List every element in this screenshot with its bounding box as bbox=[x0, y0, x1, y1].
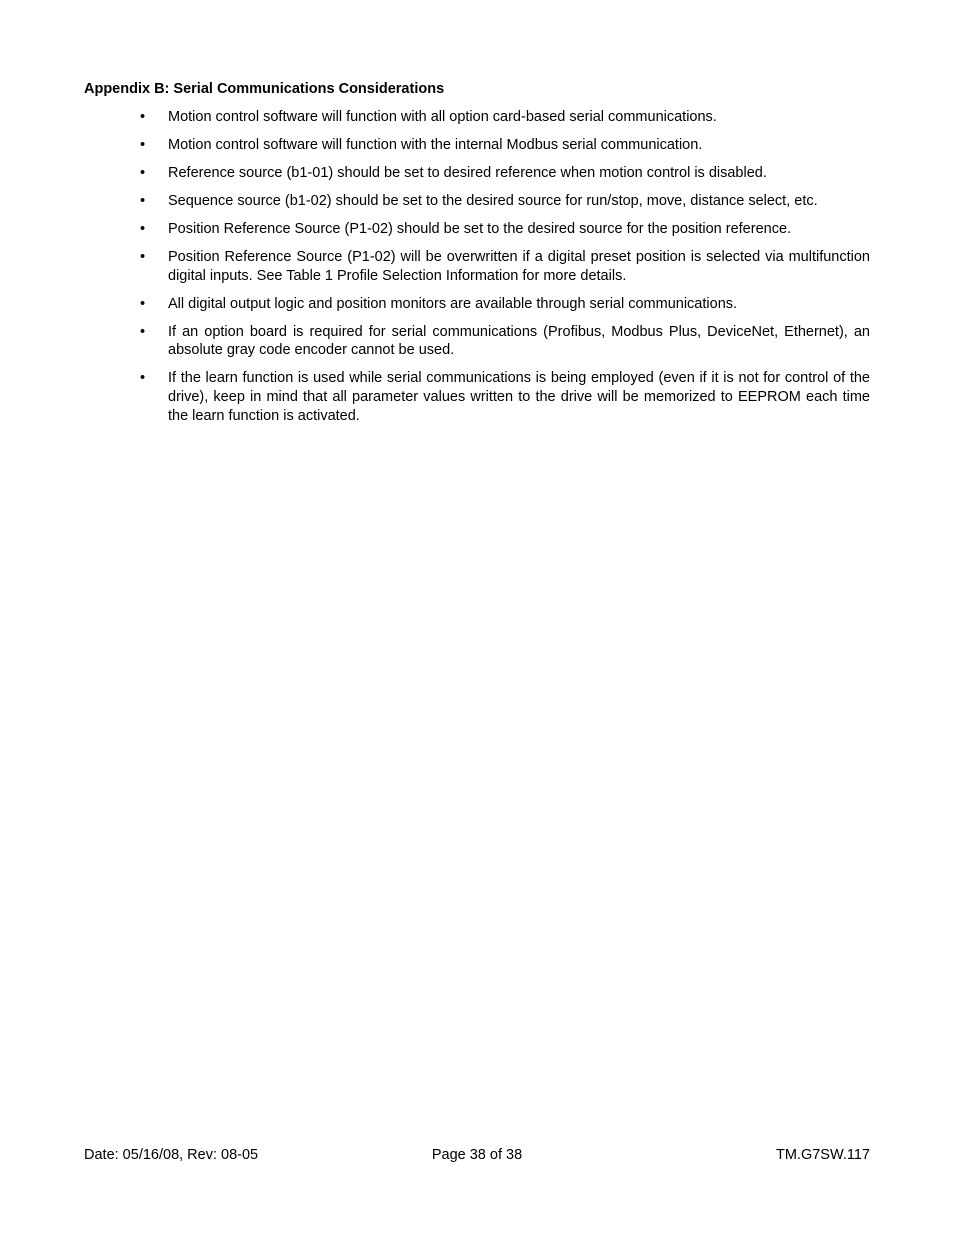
bullet-icon: • bbox=[140, 323, 146, 340]
list-item bbox=[140, 323, 870, 360]
list-item bbox=[140, 248, 870, 285]
list-item-text: Reference source (b1-01) should be set to desired reference when motion control is disabled. bbox=[168, 165, 767, 181]
list-item-text: Position Reference Source (P1-02) should be set to the desired source for the position reference. bbox=[168, 221, 792, 237]
bullet-icon: • bbox=[140, 221, 146, 237]
footer-page-number: Page 38 of 38 bbox=[431, 1147, 523, 1163]
list-item-text: All digital output logic and position monitors are available through serial communications. bbox=[168, 295, 738, 312]
bullet-icon: • bbox=[140, 137, 146, 153]
list-item-text: Motion control software will function with all option card-based serial communications. bbox=[168, 109, 717, 125]
bullet-icon: • bbox=[140, 249, 146, 265]
bullet-icon: • bbox=[140, 370, 146, 387]
page-footer bbox=[84, 1146, 870, 1166]
bullet-icon: • bbox=[140, 193, 146, 209]
list-item bbox=[140, 136, 870, 155]
list-item bbox=[140, 369, 870, 425]
bullet-icon: • bbox=[140, 295, 146, 312]
list-item bbox=[140, 192, 870, 211]
list-item bbox=[140, 164, 870, 183]
section-heading: Appendix B: Serial Communications Considerations bbox=[84, 81, 445, 97]
list-item-text: Motion control software will function with the internal Modbus serial communication. bbox=[168, 137, 703, 153]
list-item-text: If the learn function is used while serial communications is being employed (even if it is not for control of the drive), keep in mind that all parameter values written to the drive will be memorized to EEPROM each time the learn function is activated. bbox=[168, 370, 870, 424]
list-item-text: If an option board is required for serial communications (Profibus, Modbus Plus, DeviceNet, Ethernet), an absolute gray code encoder cannot be used. bbox=[168, 323, 870, 359]
list-item bbox=[140, 108, 870, 127]
footer-date-revision: Date: 05/16/08, Rev: 08-05 bbox=[84, 1147, 259, 1163]
list-item-text: Position Reference Source (P1-02) will be overwritten if a digital preset position is selected via multifunction digital inputs. See Table 1 Profile Selection Information for more details. bbox=[168, 249, 870, 284]
footer-document-id: TM.G7SW.117 bbox=[775, 1147, 870, 1163]
bullet-icon: • bbox=[140, 109, 146, 125]
considerations-list bbox=[140, 108, 870, 435]
bullet-icon: • bbox=[140, 165, 146, 181]
list-item bbox=[140, 295, 870, 314]
list-item-text: Sequence source (b1-02) should be set to the desired source for run/stop, move, distance select, etc. bbox=[168, 193, 818, 209]
list-item bbox=[140, 220, 870, 239]
